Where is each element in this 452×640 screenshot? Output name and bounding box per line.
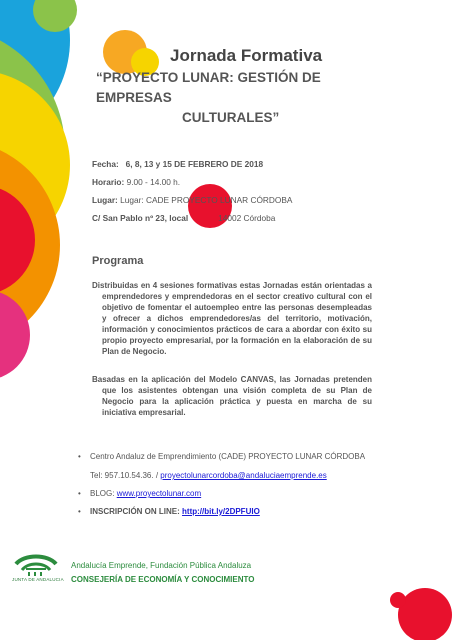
- deco-red-blob-small: [390, 592, 406, 608]
- place-label: Lugar:: [92, 195, 118, 205]
- bullet-icon: •: [78, 507, 81, 516]
- program-paragraph-2-text: Basadas en la aplicación del Modelo CANVAS, las Jornadas pretenden que los asistentes obtengan una visión completa de su Plan de Negocio para la aplicación práctica y puesta en marcha de su iniciativa empresarial.: [92, 375, 372, 417]
- program-heading: Programa: [92, 255, 144, 267]
- registration-link[interactable]: http://bit.ly/2DPFUIO: [182, 507, 260, 516]
- schedule-value: 9.00 - 14.00 h.: [126, 177, 181, 187]
- address-row: [92, 209, 292, 227]
- contact-phone-item: [90, 471, 327, 480]
- registration-label: INSCRIPCIÓN ON LINE:: [90, 507, 180, 516]
- place-row: [92, 191, 292, 209]
- blog-link[interactable]: www.proyectolunar.com: [116, 489, 202, 498]
- contact-center-text: Centro Andaluz de Emprendimiento (CADE) PROYECTO LUNAR CÓRDOBA: [90, 452, 366, 461]
- junta-andalucia-logo-icon: [12, 548, 60, 588]
- page-subtitle: [96, 68, 386, 128]
- date-row: [92, 155, 292, 173]
- program-paragraph-1: [92, 280, 372, 357]
- page-title: Jornada Formativa: [170, 46, 323, 65]
- bullet-icon: •: [78, 452, 81, 461]
- contact-center-item: [78, 452, 365, 461]
- program-paragraph-2: [92, 374, 372, 418]
- logo-caption: JUNTA DE ANDALUCIA: [12, 577, 64, 582]
- ministry-name: CONSEJERÍA DE ECONOMÍA Y CONOCIMIENTO: [71, 575, 255, 584]
- contact-email-link[interactable]: proyectolunarcordoba@andaluciaemprende.es: [160, 471, 327, 480]
- program-paragraph-1-text: Distribuidas en 4 sesiones formativas estas Jornadas están orientadas a emprendedores y emprendedoras en el sector creativo cultural con el objetivo de fomentar el autoempleo entre las personas desempleadas y ofrecer a dichos emprendedores/as del territorio, motivación, información y conocimientos prácticos de cara a abordar con éxito su propio proyecto empresarial, por la formación en la elaboración de su Plan de Negocio.: [92, 281, 372, 356]
- postal-code-value: 14002 Córdoba: [218, 213, 276, 223]
- deco-red-blob-corner: [398, 588, 452, 640]
- place-value: Lugar: CADE PROYECTO LUNAR CÓRDOBA: [120, 195, 293, 205]
- date-label: Fecha:: [92, 159, 119, 169]
- registration-item: [78, 507, 260, 516]
- schedule-label: Horario:: [92, 177, 125, 187]
- contact-phone-text: Tel: 957.10.54.36. /: [90, 471, 159, 480]
- subtitle-line-2: CULTURALES”: [182, 110, 280, 125]
- event-details: [92, 155, 292, 227]
- bullet-icon: •: [78, 489, 81, 498]
- blog-label: BLOG:: [90, 489, 115, 498]
- date-value: 6, 8, 13 y 15 DE FEBRERO DE 2018: [125, 159, 264, 169]
- address-value: C/ San Pablo nº 23, local: [92, 213, 189, 223]
- subtitle-line-1: “PROYECTO LUNAR: GESTIÓN DE EMPRESAS: [96, 70, 321, 105]
- org-name: Andalucía Emprende, Fundación Pública Andaluza: [71, 561, 252, 570]
- blog-item: [78, 489, 201, 498]
- schedule-row: [92, 173, 292, 191]
